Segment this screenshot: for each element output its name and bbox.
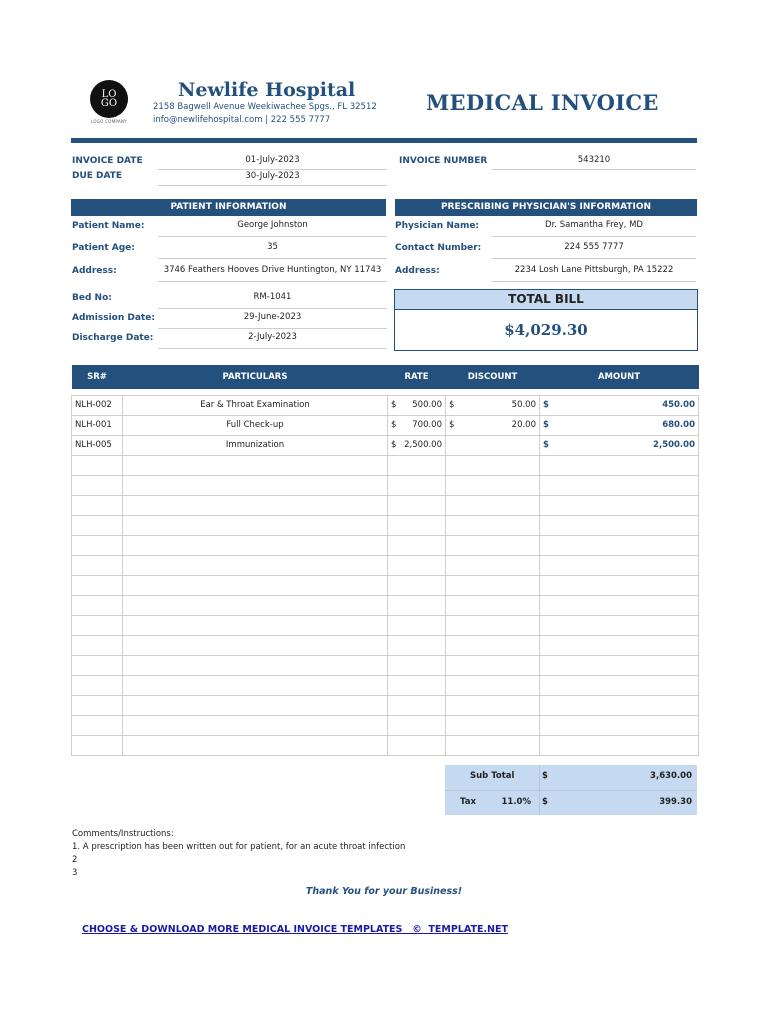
invoice-date-value: 01-July-2023: [158, 155, 387, 170]
cell-rate: [388, 575, 446, 595]
cell-amount: [540, 515, 699, 535]
cell-particulars: [123, 475, 388, 495]
table-row-empty: [72, 515, 699, 535]
cell-rate-number: 500.00: [412, 400, 442, 410]
cell-rate: [388, 495, 446, 515]
cell-amount: [540, 455, 699, 475]
cell-rate-money: [391, 420, 442, 430]
cell-amount: [540, 675, 699, 695]
logo-caption: LOGO COMPANY: [90, 119, 128, 124]
cell-discount-money: [449, 400, 536, 410]
cell-discount: [446, 415, 540, 435]
admission-date-value: 29-June-2023: [158, 312, 387, 329]
patient-age-label: Patient Age:: [72, 243, 135, 253]
cell-discount: [446, 635, 540, 655]
table-row-empty: [72, 575, 699, 595]
cell-particulars: [123, 555, 388, 575]
tax-currency: $: [542, 797, 548, 807]
cell-sr: [72, 735, 123, 755]
cell-discount: [446, 475, 540, 495]
cell-discount: [446, 395, 540, 415]
due-date-value: 30-July-2023: [158, 171, 387, 186]
patient-address-label: Address:: [72, 266, 117, 276]
total-bill-label: TOTAL BILL: [394, 289, 698, 309]
cell-sr: [72, 495, 123, 515]
cell-amount: [540, 475, 699, 495]
patient-name-label: Patient Name:: [72, 221, 145, 231]
patient-address-value: 3746 Feathers Hooves Drive Huntington, NY 11743: [158, 265, 387, 282]
table-row-empty: [72, 615, 699, 635]
tax-rate: 11.0%: [501, 797, 531, 807]
due-date-label: DUE DATE: [72, 171, 123, 181]
cell-amount: [540, 715, 699, 735]
document-title: MEDICAL INVOICE: [426, 90, 659, 115]
cell-rate: [388, 715, 446, 735]
line-items-table: [71, 365, 699, 756]
cell-rate: [388, 595, 446, 615]
table-row-empty: [72, 735, 699, 755]
cell-rate: [388, 515, 446, 535]
physician-contact-value: 224 555 7777: [492, 242, 696, 259]
currency-symbol: $: [449, 400, 455, 410]
table-row-empty: [72, 675, 699, 695]
tax-value: 399.30: [659, 797, 692, 807]
comment-line-2: 2: [72, 855, 78, 865]
comments-heading: Comments/Instructions:: [72, 829, 174, 839]
cell-discount: [446, 575, 540, 595]
table-row-empty: [72, 555, 699, 575]
cell-particulars: [123, 535, 388, 555]
cell-amount: [540, 555, 699, 575]
table-header-row: [72, 365, 699, 389]
cell-particulars: Full Check-up: [123, 415, 388, 435]
cell-discount: [446, 695, 540, 715]
hospital-logo: [90, 80, 128, 118]
discharge-date-label: Discharge Date:: [72, 333, 154, 343]
cell-discount: [446, 655, 540, 675]
cell-amount: [540, 655, 699, 675]
patient-name-value: George Johnston: [158, 220, 387, 237]
physician-address-value: 2234 Losh Lane Pittsburgh, PA 15222: [492, 265, 696, 282]
cell-particulars: [123, 675, 388, 695]
cell-rate: [388, 615, 446, 635]
cell-discount-number: 20.00: [511, 420, 536, 430]
cell-rate-money: [391, 400, 442, 410]
cell-particulars: [123, 735, 388, 755]
cell-rate: [388, 635, 446, 655]
cell-rate-money: [391, 440, 442, 450]
cell-rate: [388, 395, 446, 415]
cell-sr: [72, 615, 123, 635]
templates-download-link[interactable]: CHOOSE & DOWNLOAD MORE MEDICAL INVOICE TEMPLATES © TEMPLATE.NET: [82, 924, 508, 935]
cell-particulars: Ear & Throat Examination: [123, 395, 388, 415]
cell-discount: [446, 455, 540, 475]
table-row-empty: [72, 595, 699, 615]
cell-amount: [540, 435, 699, 455]
cell-rate-number: 700.00: [412, 420, 442, 430]
hospital-contact: info@newlifehospital.com | 222 555 7777: [153, 115, 331, 125]
patient-info-heading: PATIENT INFORMATION: [71, 199, 386, 216]
cell-amount-money: [543, 440, 695, 450]
header-divider: [71, 138, 697, 143]
invoice-date-label: INVOICE DATE: [72, 156, 143, 166]
cell-amount-money: [543, 420, 695, 430]
cell-sr: [72, 695, 123, 715]
cell-sr: [72, 575, 123, 595]
cell-sr: [72, 555, 123, 575]
table-row-empty: [72, 535, 699, 555]
table-row-empty: [72, 475, 699, 495]
cell-amount-money: [543, 400, 695, 410]
total-bill-value: $4,029.30: [394, 309, 698, 351]
cell-rate: [388, 735, 446, 755]
cell-rate: [388, 655, 446, 675]
table-body: [72, 389, 699, 755]
cell-discount: [446, 615, 540, 635]
patient-age-value: 35: [158, 242, 387, 259]
cell-amount-number: 450.00: [662, 400, 695, 410]
cell-discount: [446, 495, 540, 515]
cell-sr: NLH-002: [72, 395, 123, 415]
cell-rate: [388, 475, 446, 495]
cell-discount: [446, 555, 540, 575]
cell-rate: [388, 435, 446, 455]
cell-discount: [446, 675, 540, 695]
currency-symbol: $: [449, 420, 455, 430]
cell-discount-money: [449, 420, 536, 430]
cell-amount: [540, 635, 699, 655]
cell-amount-number: 680.00: [662, 420, 695, 430]
cell-amount: [540, 615, 699, 635]
physician-contact-label: Contact Number:: [395, 243, 482, 253]
column-header-rate: RATE: [388, 365, 446, 389]
cell-amount-number: 2,500.00: [653, 440, 695, 450]
cell-particulars: [123, 575, 388, 595]
cell-amount: [540, 415, 699, 435]
discharge-date-value: 2-July-2023: [158, 332, 387, 349]
currency-symbol: $: [391, 420, 397, 430]
cell-discount: [446, 715, 540, 735]
cell-sr: NLH-001: [72, 415, 123, 435]
table-row-empty: [72, 715, 699, 735]
cell-amount: [540, 535, 699, 555]
cell-rate: [388, 415, 446, 435]
cell-sr: [72, 515, 123, 535]
column-header-particulars: PARTICULARS: [123, 365, 388, 389]
cell-particulars: [123, 695, 388, 715]
subtotal-currency: $: [542, 771, 548, 781]
cell-rate: [388, 455, 446, 475]
physician-name-label: Physician Name:: [395, 221, 480, 231]
bed-number-label: Bed No:: [72, 293, 112, 303]
cell-particulars: [123, 715, 388, 735]
cell-particulars: [123, 515, 388, 535]
cell-particulars: [123, 615, 388, 635]
cell-sr: [72, 635, 123, 655]
invoice-number-value: 543210: [492, 155, 696, 170]
hospital-name: Newlife Hospital: [178, 79, 356, 101]
cell-discount: [446, 735, 540, 755]
cell-rate-number: 2,500.00: [404, 440, 442, 450]
currency-symbol: $: [391, 400, 397, 410]
cell-particulars: [123, 655, 388, 675]
cell-rate: [388, 675, 446, 695]
cell-rate: [388, 555, 446, 575]
cell-amount: [540, 395, 699, 415]
physician-info-heading: PRESCRIBING PHYSICIAN'S INFORMATION: [395, 199, 697, 216]
cell-amount: [540, 575, 699, 595]
physician-name-value: Dr. Samantha Frey, MD: [492, 220, 696, 237]
thank-you-message: Thank You for your Business!: [305, 886, 463, 897]
subtotal-value: 3,630.00: [650, 771, 692, 781]
cell-amount: [540, 735, 699, 755]
cell-particulars: [123, 495, 388, 515]
currency-symbol: $: [543, 400, 549, 410]
hospital-address: 2158 Bagwell Avenue Weekiwachee Spgs., FL 32512: [153, 102, 377, 112]
comment-line-1: 1. A prescription has been written out for patient, for an acute throat infection: [72, 842, 406, 852]
summary-divider: [445, 790, 697, 791]
column-header-amount: AMOUNT: [540, 365, 699, 389]
cell-discount-number: 50.00: [511, 400, 536, 410]
invoice-number-label: INVOICE NUMBER: [399, 156, 488, 166]
table-row-empty: [72, 635, 699, 655]
table-row: [72, 395, 699, 415]
cell-sr: [72, 475, 123, 495]
cell-amount: [540, 495, 699, 515]
cell-discount: [446, 515, 540, 535]
cell-particulars: [123, 595, 388, 615]
bed-number-value: RM-1041: [158, 292, 387, 309]
cell-discount: [446, 435, 540, 455]
summary-col-divider: [539, 765, 540, 815]
cell-discount: [446, 595, 540, 615]
cell-amount: [540, 695, 699, 715]
cell-sr: [72, 655, 123, 675]
tax-label: Tax: [460, 797, 476, 807]
cell-particulars: [123, 635, 388, 655]
currency-symbol: $: [391, 440, 397, 450]
table-row-empty: [72, 655, 699, 675]
table-row-empty: [72, 455, 699, 475]
cell-sr: [72, 675, 123, 695]
comments-section: [72, 828, 405, 880]
table-row-empty: [72, 495, 699, 515]
cell-rate: [388, 535, 446, 555]
admission-date-label: Admission Date:: [72, 313, 155, 323]
cell-sr: [72, 455, 123, 475]
cell-rate: [388, 695, 446, 715]
comment-line-3: 3: [72, 868, 78, 878]
subtotal-label: Sub Total: [470, 771, 515, 781]
cell-sr: [72, 715, 123, 735]
cell-particulars: Immunization: [123, 435, 388, 455]
column-header-sr: SR#: [72, 365, 123, 389]
table-row: [72, 435, 699, 455]
currency-symbol: $: [543, 440, 549, 450]
physician-address-label: Address:: [395, 266, 440, 276]
cell-discount: [446, 535, 540, 555]
cell-sr: NLH-005: [72, 435, 123, 455]
currency-symbol: $: [543, 420, 549, 430]
column-header-discount: DISCOUNT: [446, 365, 540, 389]
cell-amount: [540, 595, 699, 615]
cell-sr: [72, 535, 123, 555]
table-row: [72, 415, 699, 435]
table-row-empty: [72, 695, 699, 715]
cell-particulars: [123, 455, 388, 475]
logo-text: LO GO: [100, 89, 118, 109]
cell-sr: [72, 595, 123, 615]
